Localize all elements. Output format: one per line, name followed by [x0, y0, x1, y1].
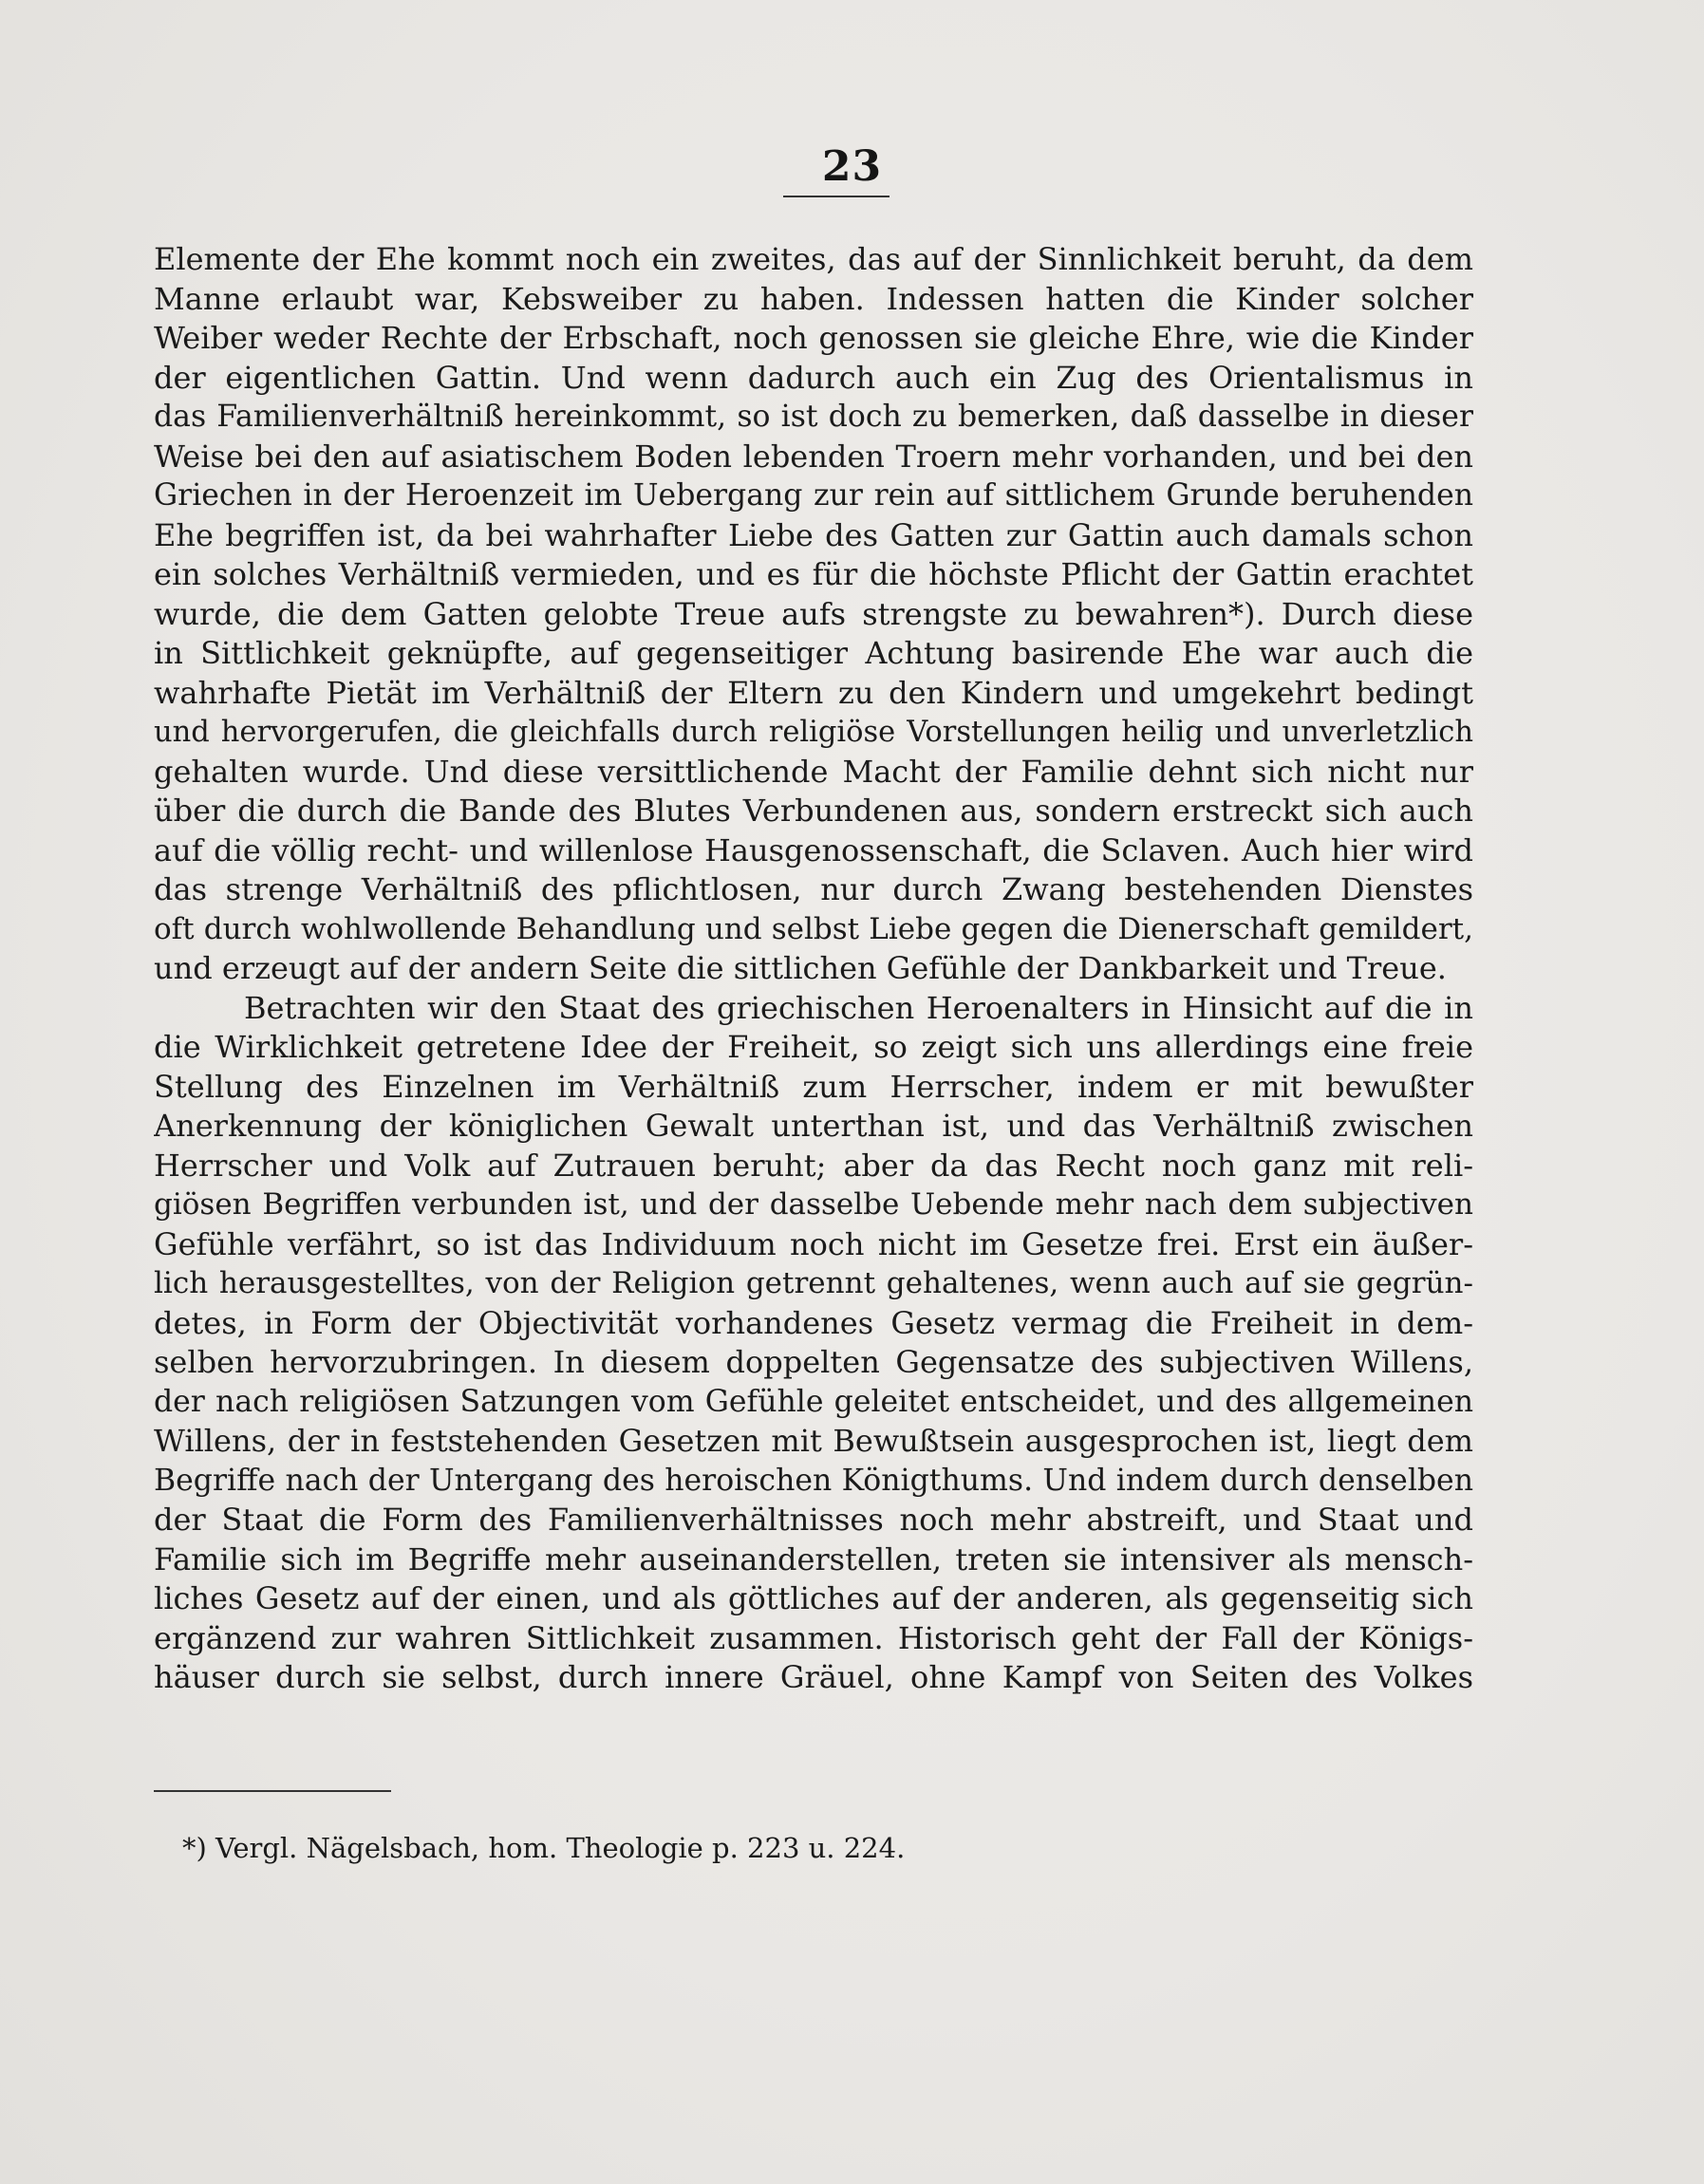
- text-line: das strenge Verhältniß des pflichtlosen, nur durch Zwang bestehenden Dienstes: [154, 871, 1473, 907]
- text-line: gehalten wurde. Und diese versittlichende Macht der Familie dehnt sich nicht nur: [154, 753, 1473, 790]
- text-line: liches Gesetz auf der einen, und als göttliches auf der anderen, als gegenseitig sich: [154, 1580, 1473, 1616]
- text-line: detes, in Form der Objectivität vorhandenes Gesetz vermag die Freiheit in dem-: [154, 1304, 1473, 1341]
- footnote-rule: [154, 1790, 391, 1792]
- body-text: [154, 240, 1473, 1698]
- text-line: der Staat die Form des Familienverhältnisses noch mehr abstreift, und Staat und: [154, 1502, 1473, 1538]
- text-line: Weise bei den auf asiatischem Boden lebenden Troern mehr vorhanden, und bei den: [154, 438, 1473, 475]
- text-line: Ehe begriffen ist, da bei wahrhafter Liebe des Gatten zur Gattin auch damals schon: [154, 516, 1473, 553]
- header-rule: [783, 196, 889, 197]
- text-line: häuser durch sie selbst, durch innere Gräuel, ohne Kampf von Seiten des Volkes: [154, 1659, 1473, 1695]
- text-line: Betrachten wir den Staat des griechischen Heroenalters in Hinsicht auf die in: [244, 989, 1473, 1026]
- text-line: über die durch die Bande des Blutes Verbundenen aus, sondern erstreckt sich auch: [154, 793, 1473, 829]
- text-line: das Familienverhältniß hereinkommt, so ist doch zu bemerken, daß dasselbe in dieser: [154, 400, 1473, 434]
- text-line: der nach religiösen Satzungen vom Gefühle geleitet entscheidet, und des allgemeinen: [154, 1384, 1473, 1419]
- text-line: Familie sich im Begriffe mehr auseinanderstellen, treten sie intensiver als mensch-: [154, 1540, 1473, 1577]
- text-line: Gefühle verfährt, so ist das Individuum noch nicht im Gesetze frei. Erst ein äußer-: [154, 1225, 1473, 1262]
- text-line: Manne erlaubt war, Kebsweiber zu haben. Indessen hatten die Kinder solcher: [154, 280, 1473, 317]
- footnote: *) Vergl. Nägelsbach, hom. Theologie p. 223 u. 224.: [182, 1832, 906, 1864]
- text-line: auf die völlig recht- und willenlose Hausgenossenschaft, die Sclaven. Auch hier wird: [154, 831, 1473, 868]
- text-line: ergänzend zur wahren Sittlichkeit zusammen. Historisch geht der Fall der Königs-: [154, 1619, 1473, 1656]
- text-line: Herrscher und Volk auf Zutrauen beruht; aber da das Recht noch ganz mit reli-: [154, 1147, 1473, 1184]
- text-line: Willens, der in feststehenden Gesetzen mit Bewußtsein ausgesprochen ist, liegt dem: [154, 1423, 1473, 1459]
- text-line: die Wirklichkeit getretene Idee der Freiheit, so zeigt sich uns allerdings eine freie: [154, 1029, 1473, 1065]
- text-line: und hervorgerufen, die gleichfalls durch religiöse Vorstellungen heilig und unverletzlich: [154, 716, 1473, 749]
- text-line: Elemente der Ehe kommt noch ein zweites, das auf der Sinnlichkeit beruht, da dem: [154, 241, 1473, 277]
- text-line: und erzeugt auf der andern Seite die sittlichen Gefühle der Dankbarkeit und Treue.: [154, 950, 1447, 986]
- text-line: giösen Begriffen verbunden ist, und der dasselbe Uebende mehr nach dem subjectiven: [154, 1187, 1473, 1222]
- text-line: selben hervorzubringen. In diesem doppelten Gegensatze des subjectiven Willens,: [154, 1344, 1473, 1380]
- text-line: wurde, die dem Gatten gelobte Treue aufs strengste zu bewahren*). Durch diese: [154, 595, 1473, 632]
- text-line: Anerkennung der königlichen Gewalt unterthan ist, und das Verhältniß zwischen: [154, 1108, 1473, 1144]
- text-line: Stellung des Einzelnen im Verhältniß zum Herrscher, indem er mit bewußter: [154, 1068, 1473, 1105]
- text-line: der eigentlichen Gattin. Und wenn dadurch auch ein Zug des Orientalismus in: [154, 359, 1473, 396]
- text-line: oft durch wohlwollende Behandlung und selbst Liebe gegen die Dienerschaft gemildert,: [154, 911, 1473, 946]
- text-line: wahrhafte Pietät im Verhältniß der Eltern zu den Kindern und umgekehrt bedingt: [154, 674, 1473, 711]
- text-line: lich herausgestelltes, von der Religion getrennt gehaltenes, wenn auch auf sie gegrün-: [154, 1266, 1473, 1300]
- text-line: Weiber weder Rechte der Erbschaft, noch genossen sie gleiche Ehre, wie die Kinder: [154, 320, 1473, 356]
- text-line: ein solches Verhältniß vermieden, und es für die höchste Pflicht der Gattin erachtet: [154, 556, 1473, 592]
- page-number: 23: [821, 142, 883, 191]
- text-line: in Sittlichkeit geknüpfte, auf gegenseitiger Achtung basirende Ehe war auch die: [154, 635, 1473, 671]
- text-line: Begriffe nach der Untergang des heroischen Königthums. Und indem durch denselben: [154, 1463, 1473, 1498]
- text-line: Griechen in der Heroenzeit im Uebergang zur rein auf sittlichem Grunde beruhenden: [154, 478, 1473, 513]
